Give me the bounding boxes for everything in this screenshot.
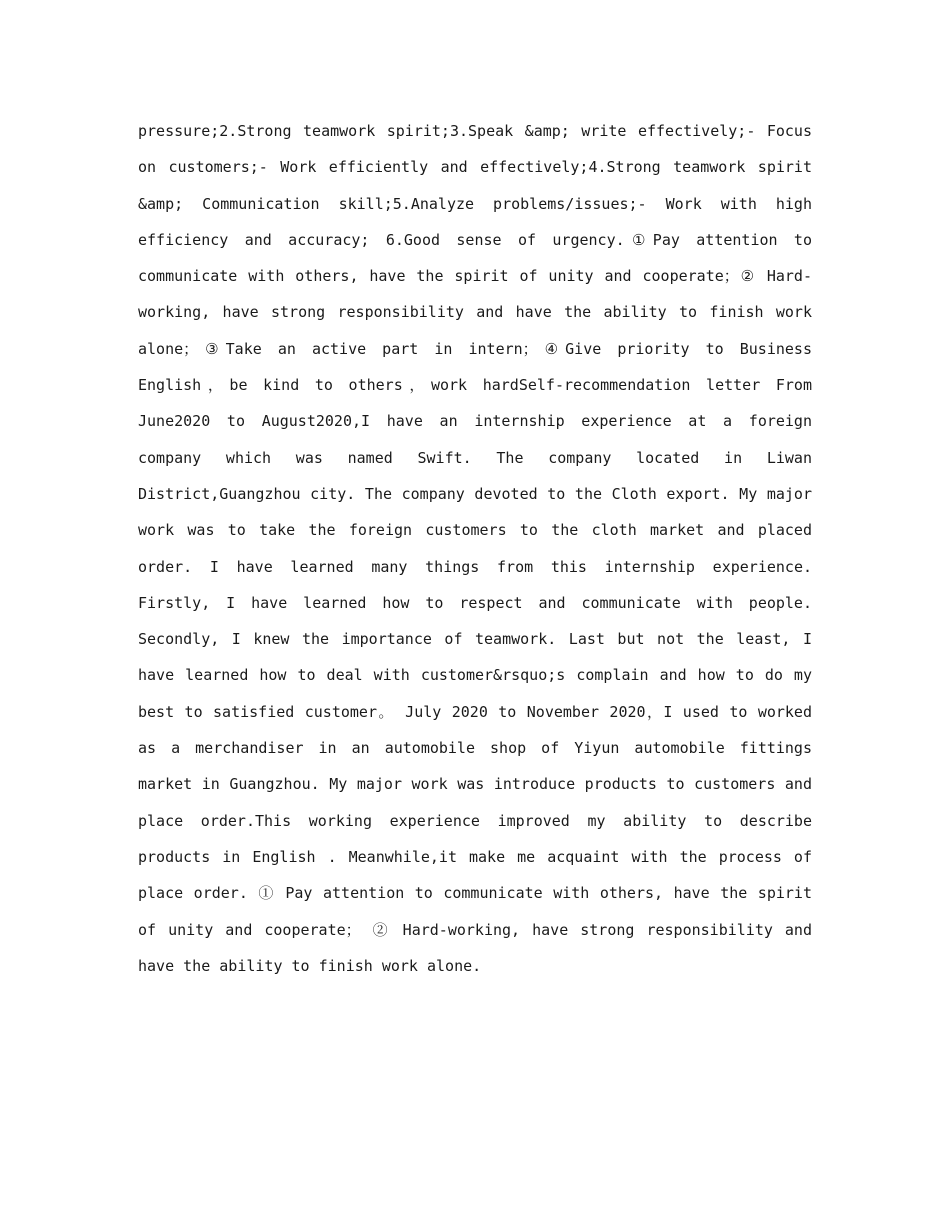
body-paragraph: pressure;2.Strong teamwork spirit;3.Speak &amp; write effectively;- Focus on customers;- Work efficiently and effectively;4.Strong teamwork spirit &amp; Communication skill;5.Analyze problems/issues;- Work with high efficiency and accuracy; 6.Good sense of urgency.①Pay attention to communicate with others, have the spirit of unity and cooperate；② Hard-working, have strong responsibility and have the ability to finish work alone；③Take an active part in intern；④Give priority to Business English，be kind to others，work hardSelf-recommendation letter From June2020 to August2020,I have an internship experience at a foreign company which was named Swift. The company located in Liwan District,Guangzhou city. The company devoted to the Cloth export. My major work was to take the foreign customers to the cloth market and placed order. I have learned many things from this internship experience. Firstly, I have learned how to respect and communicate with people. Secondly, I knew the importance of teamwork. Last but not the least, I have learned how to deal with customer&rsquo;s complain and how to do my best to satisfied customer。 July 2020 to November 2020，I used to worked as a merchandiser in an automobile shop of Yiyun automobile fittings market in Guangzhou. My major work was introduce products to customers and place order.This working experience improved my ability to describe products in English . Meanwhile,it make me acquaint with the process of place order. ① Pay attention to communicate with others, have the spirit of unity and cooperate； ② Hard-working, have strong responsibility and have the ability to finish work alone. — [138, 122, 812, 975]
